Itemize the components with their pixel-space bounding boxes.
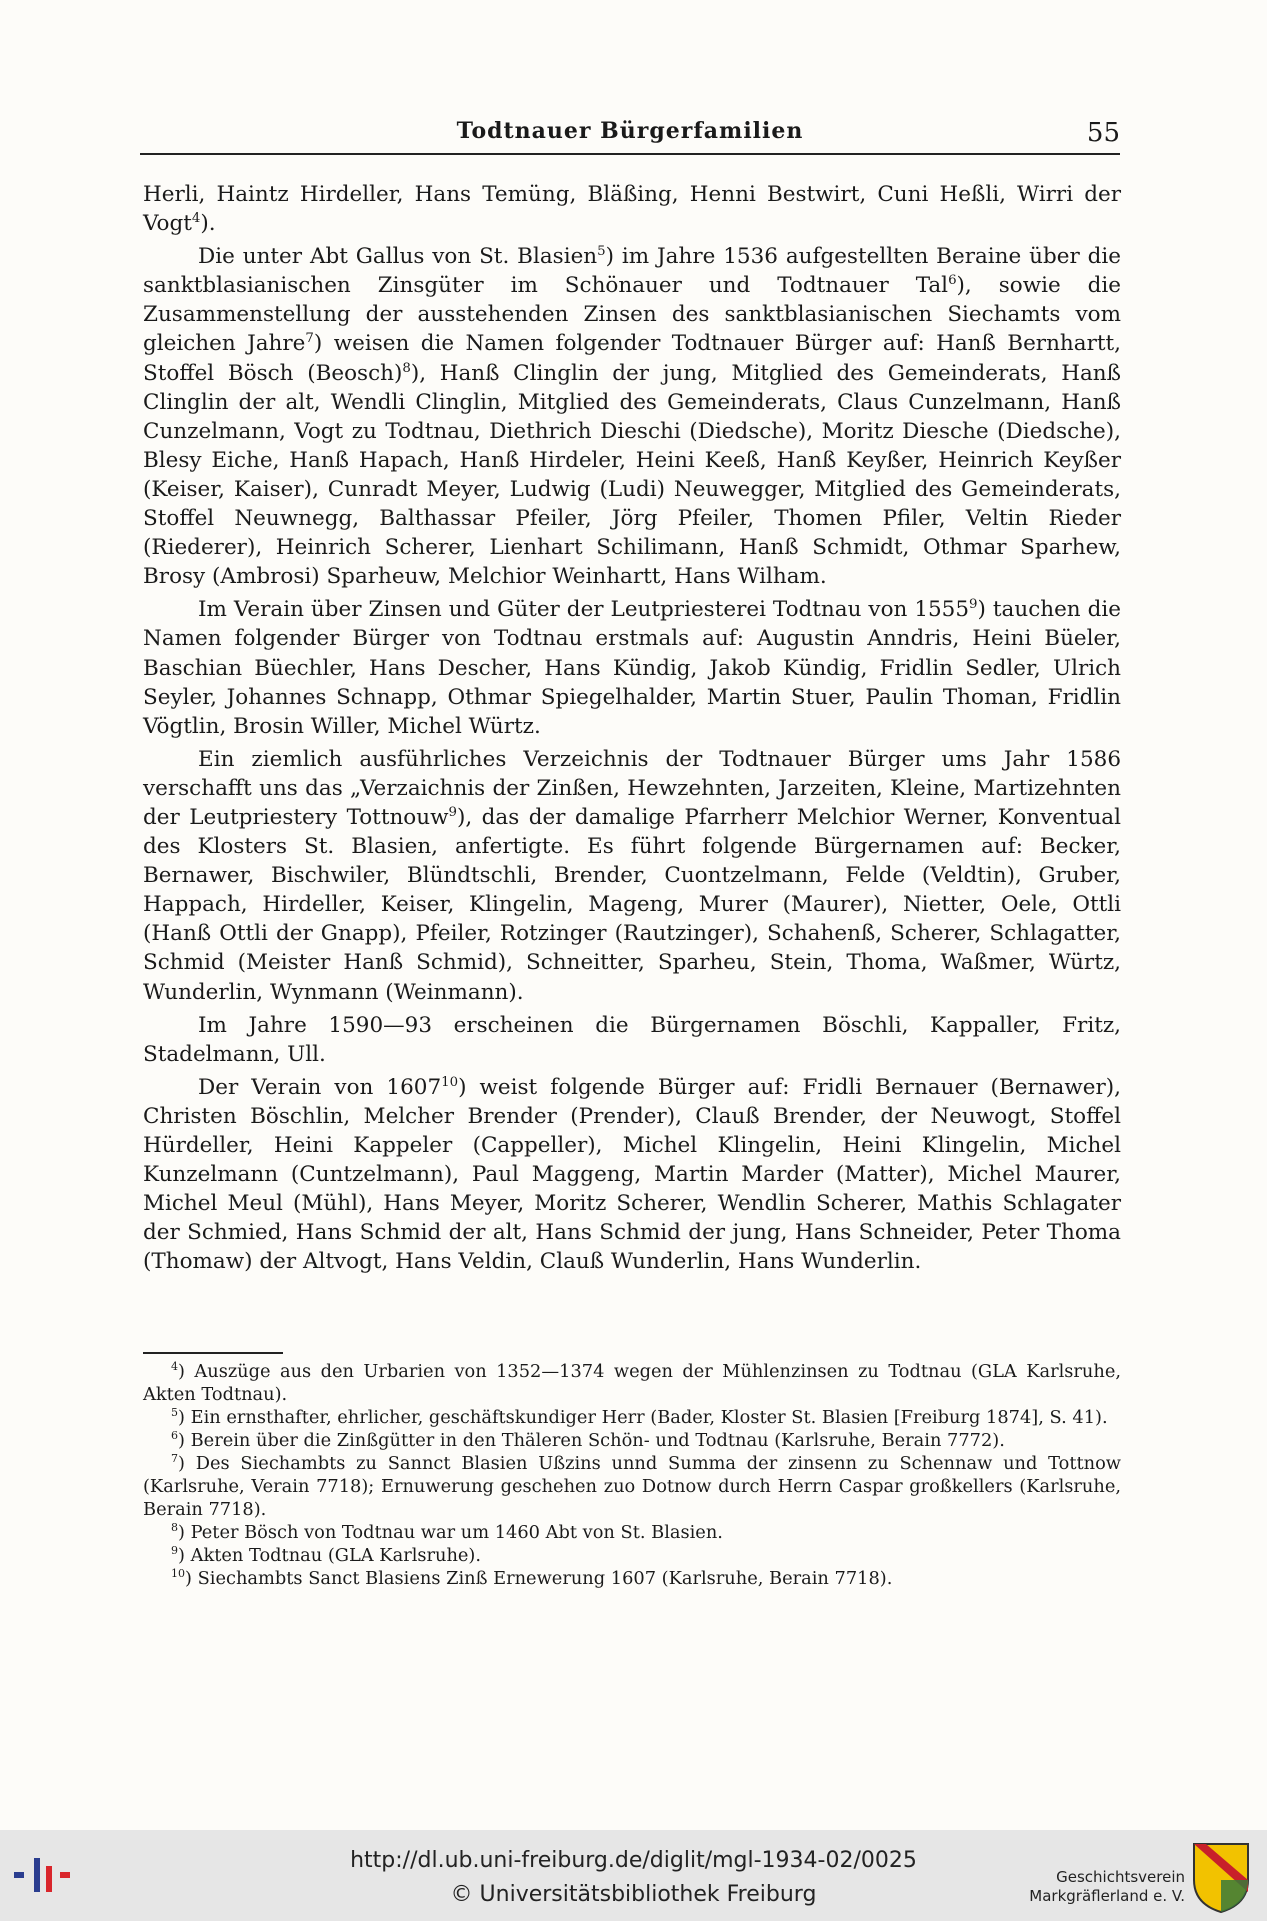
footnote-reference[interactable]: 6 [948, 273, 957, 289]
copyright-notice: © Universitätsbibliothek Freiburg [450, 1882, 817, 1907]
footnote-text: ) Ein ernsthafter, ehrlicher, geschäftskundiger Herr (Bader, Kloster St. Blasien [Freiburg 1874], S. 41). [178, 1407, 1108, 1428]
body-paragraph [143, 1011, 1121, 1069]
paragraph-text: Die unter Abt Gallus von St. Blasien [198, 244, 598, 270]
footnote-number: 7 [171, 1452, 179, 1466]
paragraph-text: ). [200, 211, 216, 237]
body-paragraph [143, 595, 1121, 740]
footnote-reference[interactable]: 5 [597, 244, 606, 260]
society-line-2: Markgräflerland e. V. [1029, 1887, 1185, 1905]
footnote-text: ) Berein über die Zinßgütter in den Thäleren Schön- und Todtnau (Karlsruhe, Berain 7772). [178, 1430, 1005, 1451]
paragraph-text: Herli, Haintz Hirdeller, Hans Temüng, Bläßing, Henni Bestwirt, Cuni Heßli, Wirri der Vogt [143, 182, 1121, 237]
footnote [143, 1567, 1121, 1590]
society-name [1010, 1868, 1185, 1906]
footnote-reference[interactable]: 9 [969, 597, 978, 613]
footnote-text: ) Akten Todtnau (GLA Karlsruhe). [178, 1545, 482, 1566]
footnote-reference[interactable]: 10 [441, 1074, 459, 1090]
footnote-number: 6 [171, 1429, 179, 1443]
body-paragraph [143, 242, 1121, 591]
footnote [143, 1360, 1121, 1406]
paragraph-text: ) tauchen die Namen folgender Bürger von Todtnau erstmals auf: Augustin Anndris, Heini Büeler, Baschian Büechler, Hans Descher, Hans Kündig, Jakob Kündig, Fridlin Sedler, Ulrich Seyler, Johannes Schnapp, Othmar Spiegelhalder, Martin Stuer, Paulin Thoman, Fridlin Vögtlin, Brosin Willer, Michel Würtz. [143, 597, 1121, 739]
body-paragraph [143, 1073, 1121, 1277]
footnote-text: ) Peter Bösch von Todtnau war um 1460 Abt von St. Blasien. [178, 1522, 723, 1543]
footnote-reference[interactable]: 4 [191, 210, 201, 226]
footnote-text: ) Auszüge aus den Urbarien von 1352—1374 wegen der Mühlenzinsen zu Todtnau (GLA Karlsruhe, Akten Todtnau). [143, 1361, 1121, 1405]
footnote-reference[interactable]: 7 [305, 331, 314, 347]
paragraph-text: Der Verain von 1607 [198, 1074, 442, 1100]
body-paragraph [143, 180, 1121, 238]
footnote [143, 1406, 1121, 1429]
footnote-rule [143, 1352, 283, 1354]
footnote-reference[interactable]: 8 [402, 360, 411, 376]
paragraph-text: Ein ziemlich ausführliches Verzeichnis der Todtnauer Bürger ums Jahr 1586 verschafft uns das „Verzaichnis der Zinßen, Hewzehnten, Jarzeiten, Kleine, Martizehnten der Leutpriestery Tottnouw [143, 746, 1121, 830]
header-rule [140, 153, 1120, 155]
body-paragraph [143, 745, 1121, 1007]
footnote [143, 1521, 1121, 1544]
footnote-number: 8 [171, 1521, 179, 1535]
society-line-1: Geschichtsverein [1056, 1868, 1185, 1886]
footnote-number: 10 [171, 1567, 186, 1581]
footnote-number: 5 [171, 1406, 179, 1420]
page-number: 55 [1086, 118, 1120, 148]
body-text [143, 180, 1121, 1280]
paragraph-text: ) weist folgende Bürger auf: Fridli Bernauer (Bernawer), Christen Böschlin, Melcher Brender (Prender), Clauß Brender, der Neuwogt, Stoffel Hürdeller, Heini Kappeler (Cappeller), Michel Klingelin, Heini Klingelin, Michel Kunzelmann (Cuntzelmann), Paul Maggeng, Martin Marder (Matter), Michel Maurer, Michel Meul (Mühl), Hans Meyer, Moritz Scherer, Wendlin Scherer, Mathis Schlagater der Schmied, Hans Schmid der alt, Hans Schmid der jung, Hans Schneider, Peter Thoma (Thomaw) der Altvogt, Hans Veldin, Clauß Wunderlin, Hans Wunderlin. [143, 1074, 1121, 1275]
paragraph-text: Im Verain über Zinsen und Güter der Leutpriesterei Todtnau von 1555 [198, 597, 970, 623]
paragraph-text: ) im Jahre 1536 aufgestellten Beraine über die sanktblasianischen Zinsgüter im Schönauer und Todtnauer Tal [143, 244, 1121, 299]
footnote-number: 9 [171, 1544, 179, 1558]
paragraph-text: ) weisen die Namen folgender Todtnauer Bürger auf: Hanß Bernhartt, Stoffel Bösch (Beosch) [143, 331, 1121, 386]
paragraph-text: ), sowie die Zusammenstellung der ausstehenden Zinsen des sanktblasianischen Siechamts vom gleichen Jahre [143, 273, 1121, 357]
document-url[interactable]: http://dl.ub.uni-freiburg.de/diglit/mgl-1934-02/0025 [350, 1848, 917, 1873]
viewer-footer [0, 1830, 1267, 1921]
footnote-reference[interactable]: 9 [448, 804, 457, 820]
paragraph-text: Im Jahre 1590—93 erscheinen die Bürgernamen Böschli, Kappaller, Fritz, Stadelmann, Ull. [143, 1012, 1121, 1067]
footnote [143, 1452, 1121, 1521]
paragraph-text: ), Hanß Clinglin der jung, Mitglied des Gemeinderats, Hanß Clinglin der alt, Wendli Clinglin, Mitglied des Gemeinderats, Claus Cunzelmann, Hanß Cunzelmann, Vogt zu Todtnau, Diethrich Dieschi (Diedsche), Moritz Diesche (Diedsche), Blesy Eiche, Hanß Hapach, Hanß Hirdeler, Heini Keeß, Hanß Keyßer, Heinrich Keyßer (Keiser, Kaiser), Cunradt Meyer, Ludwig (Ludi) Neuwegger, Mitglied des Gemeinderats, Stoffel Neuwnegg, Balthassar Pfeiler, Jörg Pfeiler, Thomen Pfiler, Veltin Rieder (Riederer), Heinrich Scherer, Lienhart Schilimann, Hanß Schmidt, Othmar Sparhew, Brosy (Ambrosi) Sparheuw, Melchior Weinhartt, Hans Wilham. [143, 360, 1121, 590]
paragraph-text: ), das der damalige Pfarrherr Melchior Werner, Konventual des Klosters St. Blasien, anfertigte. Es führt folgende Bürgernamen auf: Becker, Bernawer, Bischwiler, Blündtschli, Brender, Cuontzelmann, Felde (Veldtin), Gruber, Happach, Hirdeller, Keiser, Klingelin, Mageng, Murer (Maurer), Nietter, Oele, Ottli (Hanß Ottli der Gnapp), Pfeiler, Rotzinger (Rautzinger), Schahenß, Scherer, Schlagatter, Schmid (Meister Hanß Schmid), Schneitter, Sparheu, Stein, Thoma, Waßmer, Würtz, Wunderlin, Wynmann (Weinmann). [143, 804, 1121, 1005]
running-title: Todtnauer Bürgerfamilien [456, 118, 804, 144]
footnote [143, 1429, 1121, 1452]
footnote-text: ) Des Siechambts zu Sannct Blasien Ußzins unnd Summa der zinsenn zu Schennaw und Tottnow (Karlsruhe, Verain 7718); Ernuwerung geschehen zuo Dotnow durch Herrn Caspar großkellers (Karlsruhe, Berain 7718). [143, 1453, 1121, 1520]
page-header [140, 118, 1120, 152]
footnote-number: 4 [171, 1360, 179, 1374]
footnote-text: ) Siechambts Sanct Blasiens Zinß Ernewerung 1607 (Karlsruhe, Berain 7718). [185, 1568, 893, 1589]
footnotes [143, 1360, 1121, 1590]
coat-of-arms-icon [1190, 1840, 1252, 1914]
footnote [143, 1544, 1121, 1567]
